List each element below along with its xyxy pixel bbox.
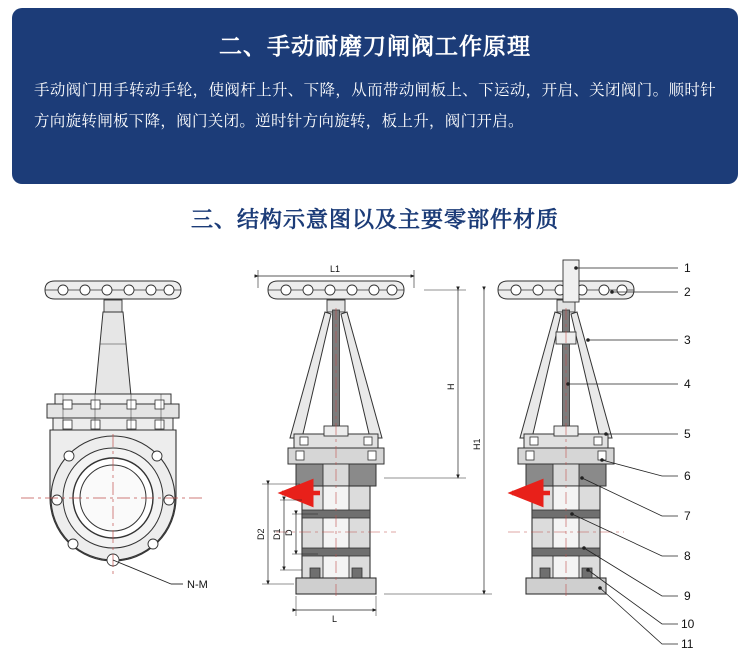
callout-9: 9	[684, 589, 691, 603]
callout-4: 4	[684, 377, 691, 391]
dim-label-H1: H1	[472, 438, 482, 450]
panel-title: 二、手动耐磨刀闸阀工作原理	[219, 33, 531, 59]
callout-8: 8	[684, 549, 691, 563]
panel-body-text: 手动阀门用手转动手轮，使阀杆上升、下降，从而带动闸板上、下运动，开启、关闭阀门。顺时针方向旋转闸板下降，阀门关闭。逆时针方向旋转，板上升，阀门开启。	[34, 82, 716, 130]
section-view-dimensioned	[256, 264, 492, 624]
dim-label-H: H	[446, 383, 456, 390]
dim-label-L1: L1	[330, 264, 341, 274]
dim-label-D2: D2	[256, 528, 266, 540]
callout-11: 11	[681, 637, 694, 651]
front-view	[21, 281, 208, 591]
callout-10: 10	[681, 617, 695, 631]
callout-5: 5	[684, 427, 691, 441]
valve-structure-diagram	[0, 248, 750, 658]
dim-label-D1: D1	[272, 528, 282, 540]
dim-label-NM: N-M	[187, 579, 208, 591]
callout-2: 2	[684, 285, 691, 299]
callout-7: 7	[684, 509, 691, 523]
principle-panel	[12, 8, 738, 184]
section-view-numbered	[498, 260, 695, 651]
dim-label-D: D	[284, 529, 294, 536]
callout-1: 1	[684, 261, 691, 275]
callout-3: 3	[684, 333, 691, 347]
callout-6: 6	[684, 469, 691, 483]
section-heading: 三、结构示意图以及主要零部件材质	[190, 207, 559, 232]
dim-label-L: L	[332, 614, 338, 624]
